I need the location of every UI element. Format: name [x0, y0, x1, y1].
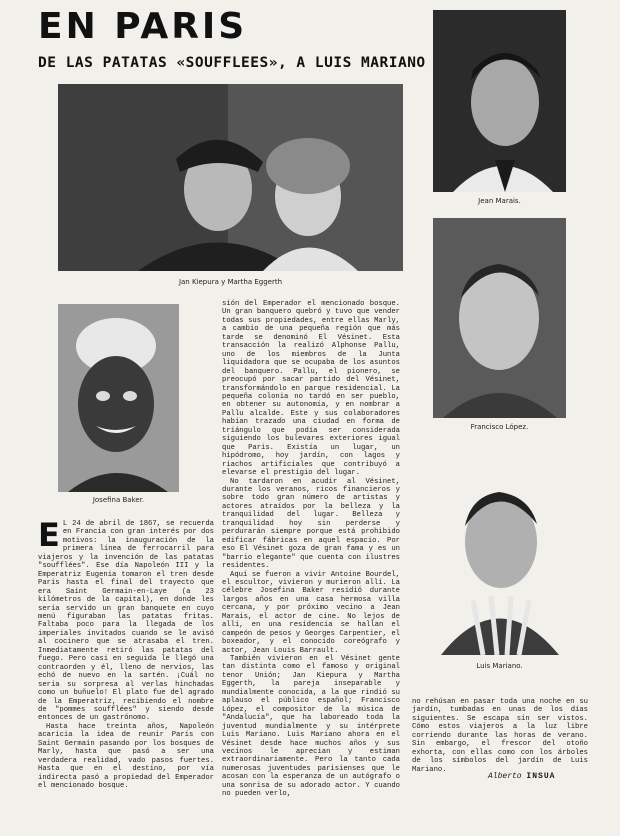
- portrait-luis-mariano: [433, 470, 566, 655]
- caption-francisco-lopez: Francisco López.: [470, 423, 529, 431]
- caption-kiepura-eggerth: Jan Kiepura y Martha Eggerth: [178, 278, 283, 286]
- paragraph: También vivieron en el Vésinet gente tan distinta como el famoso y original tenor Unión; Jan Kiepura y Martha Eggerth, la pareja inseparable y mundialmente conocida, a la que rindió su aplauso el público español; Francisco López, el compositor de la música de "Andalucía", que ha laboreado toda la juventud mundialmente y su intérprete Luis Mariano. Luis Mariano ahora en el Vésinet desde hace muchos años y sus vecinos le aprecian y estiman extraordinariamente. Pero la tanto cada numerosas juventudes parisienses que le acosan con la esperanza de un autógrafo o una sonrisa de su adorado actor. Y cuando no pueden verlo,: [222, 655, 400, 799]
- photo-francisco-lopez: [433, 218, 566, 418]
- caption-josefina-baker: Josefina Baker.: [92, 496, 145, 504]
- drop-cap: E: [38, 516, 60, 554]
- portrait-francisco-lopez: [433, 218, 566, 418]
- page-title: EN PARIS: [38, 6, 248, 47]
- article-column-3: [412, 698, 588, 774]
- article-column-1: [38, 516, 214, 812]
- caption-jean-marais: Jean Marais.: [478, 197, 521, 205]
- paragraph: Hasta hace treinta años, Napoleón acaricia la idea de reunir París con Saint Germain pasando por los bosques de Marly, hasta que pasó a ser una verdadera realidad, vado pasos fuertes. Hasta que en el destino, por vía indirecta pasó a propiedad del Emperador el mencionado bosque.: [38, 722, 214, 791]
- photo-luis-mariano: [433, 470, 566, 655]
- author-signature: [488, 772, 555, 781]
- paragraph: No tardaron en acudir al Vésinet, durante los veranos, ricos financieros y sobre todo gran número de artistas y actores atraídos por la belleza y la tranquilidad del lugar. Belleza y tranquilidad hoy sin perderse y perdurarán siempre porque está prohibido edificar fábricas en aquel espacio. Por eso El Vésinet goza de gran fama y es un "barrio elegante" que cuenta con ilustres residentes.: [222, 477, 400, 571]
- author-surname: INSUA: [526, 772, 556, 781]
- portrait-josefina-baker: [58, 304, 179, 492]
- photo-kiepura-eggerth: [58, 84, 403, 271]
- paragraph: no rehúsan en pasar toda una noche en su jardín, tumbadas en unas de los días siguientes. Se escapa sin ser vistos. Cómo estos viajeros a la luz libre corriendo durante las horas de verano. Sin embargo, el frescor del otoño exhorta, con ellas como con los árboles de los símbolos del jardín de Luis Mariano.: [412, 698, 588, 774]
- paragraph: Aquí se fueron a vivir Antoine Bourdel, el escultor, vivieron y murieron allí. La célebre Josefina Baker residió durante largos años en una casa hermosa villa cercana, y por próximo vecino a Jean Marais, el actor de cine. No lejos de allí, en una residencia se hallan el campeón de pesos y Georges Carpentier, el boxeador, y el conocido coreógrafo y actor, Jean Louis Barrault.: [222, 570, 400, 655]
- caption-luis-mariano: Luis Mariano.: [476, 662, 523, 670]
- article-column-2: [222, 300, 400, 812]
- photo-josefina-baker: [58, 304, 179, 492]
- author-first-name: Alberto: [488, 772, 522, 781]
- couple-illustration: [58, 84, 403, 271]
- page-subtitle: DE LAS PATATAS «SOUFFLEES», A LUIS MARIANO: [38, 55, 426, 71]
- portrait-jean-marais: [433, 10, 566, 192]
- photo-jean-marais: [433, 10, 566, 192]
- paragraph: sión del Emperador el mencionado bosque. Un gran banquero quebró y tuvo que vender todas sus propiedades, entre ellas Marly, a cambio de una pequeña región que más tarde se denominó El Vésinet. Esta transacción la realizó Alphonse Pallu, uno de los miembros de la Junta liquidadora que se ocupaba de los asuntos del banquero. Pallu, el pionero, se preocupó por sacar partido del Vésinet, transformándolo en parque residencial. La pequeña colonia no tardó en ser pueblo, en obtener su autonomía, y en nombrar a Pallu alcalde. Este y sus colaboradores habían trazado una ciudad en forma de triángulo que podía ser considerada siguiendo los bulevares exteriores igual que París. Existía un lugar, un hipódromo, hoy jardín, con lagos y riachos artificiales que contribuyó a elevarse el prestigio del lugar.: [222, 300, 400, 478]
- paragraph: L 24 de abril de 1867, se recuerda en Francia con gran interés por dos motivos: la inauguración de la primera línea de ferrocarril para viajeros y la invención de las patatas "soufflées". Ese día Napoleón III y la Emperatriz Eugenia tomaron el tren desde París hasta el final del trayecto que era Saint Germain-en-Laye (a 23 kilómetros de la capital), en donde les sería servido un gran banquete en cuyo menú figuraban las patatas fritas. Faltaba poco para la llegada de los imperiales invitados cuando se le avisó al cocinero que se atrasaba el tren. Inmediatamente retiró las patatas del fuego. Pero casi en seguida le llegó una contraorden y él, lleno de nervios, las echó de nuevo en la sartén. ¡Cuál no sería su sorpresa al verlas hinchadas como un buñuelo! El plato fue del agrado de la Emperatriz, recibiendo el nombre de "pommes soufflées" y siendo desde entonces de un gastrónomo.: [38, 520, 214, 723]
